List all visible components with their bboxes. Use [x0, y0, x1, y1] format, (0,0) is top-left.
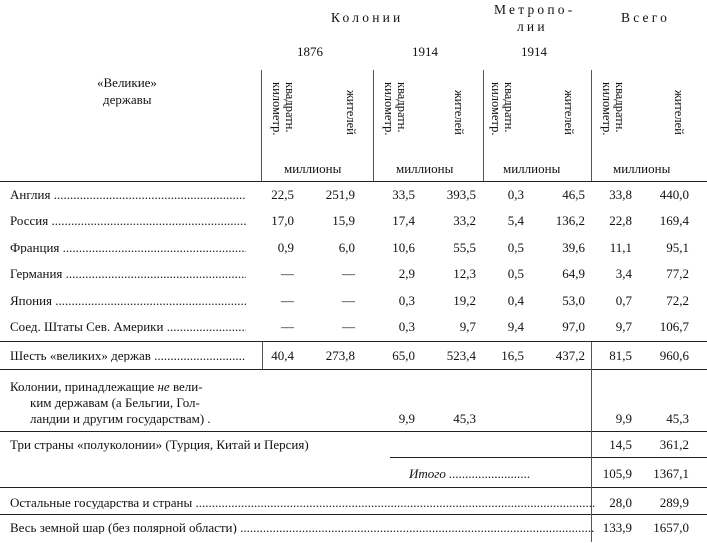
header-colonies: Колонии — [331, 10, 404, 25]
sqkm-line2: километр. — [600, 82, 614, 136]
millions-label: миллионы — [503, 161, 561, 176]
cell: 960,6 — [659, 348, 689, 363]
separator — [261, 70, 262, 182]
col-sqkm-1914 — [382, 82, 408, 135]
cell: 17,4 — [392, 213, 415, 228]
year-1914-metropoles: 1914 — [521, 44, 547, 59]
cell: 136,2 — [555, 213, 585, 228]
row-label-text: Франция — [10, 241, 60, 254]
millions-label: миллионы — [284, 161, 342, 176]
cell: 9,7 — [459, 319, 476, 334]
cell: 64,9 — [562, 266, 585, 281]
cell: 9,7 — [615, 319, 632, 334]
rest-label — [10, 496, 595, 509]
cell: 0,3 — [398, 293, 415, 308]
cell: 5,4 — [507, 213, 524, 228]
row-label — [10, 349, 246, 362]
cell: 22,5 — [271, 187, 294, 202]
cell: 437,2 — [555, 348, 585, 363]
cell: 523,4 — [446, 348, 476, 363]
rule — [0, 341, 707, 342]
sqkm-line2: километр. — [270, 82, 284, 136]
itogo-label — [409, 467, 530, 480]
col-sqkm-metropoles — [489, 82, 515, 135]
cell: 33,2 — [453, 213, 476, 228]
row-label-text: Шесть «великих» держав — [10, 349, 151, 362]
cell: 46,5 — [562, 187, 585, 202]
powers-heading-line2: державы — [103, 92, 152, 107]
cell: 9,9 — [398, 411, 415, 426]
separator — [262, 342, 263, 369]
row-label — [10, 241, 246, 254]
col-inhab-1876: жителей — [344, 90, 358, 135]
cell: 0,5 — [507, 266, 524, 281]
year-1914-colonies: 1914 — [412, 44, 438, 59]
cell: 16,5 — [501, 348, 524, 363]
cell: 39,6 — [562, 240, 585, 255]
col-inhab-1914: жителей — [452, 90, 466, 135]
cell: 53,0 — [562, 293, 585, 308]
cell: 0,5 — [507, 240, 524, 255]
cell: 2,9 — [398, 266, 415, 281]
cell: 81,5 — [609, 348, 632, 363]
cell: 15,9 — [332, 213, 355, 228]
rule — [0, 487, 707, 488]
millions-label: миллионы — [613, 161, 671, 176]
header-total: Всего — [621, 10, 671, 25]
header-metropoles-line1: Метропо- — [494, 2, 576, 17]
separator — [591, 342, 592, 542]
emphasis: не — [157, 379, 170, 394]
rule — [0, 514, 707, 515]
rule — [390, 457, 707, 458]
cell: 3,4 — [615, 266, 632, 281]
cell: 95,1 — [666, 240, 689, 255]
cell: 440,0 — [659, 187, 689, 202]
powers-heading-line1: «Великие» — [97, 75, 157, 90]
cell: — — [342, 319, 355, 334]
other-colonies-line3: ландии и другим государствам) . — [30, 411, 211, 426]
leader: ......................... — [445, 466, 531, 481]
row-label-text: Япония — [10, 294, 53, 307]
row-label — [10, 214, 246, 227]
other-colonies-line2: ким державам (а Бельгии, Гол- — [30, 395, 200, 410]
cell: 0,3 — [398, 319, 415, 334]
cell: 0,7 — [615, 293, 632, 308]
row-label — [10, 188, 246, 201]
cell: 0,4 — [507, 293, 524, 308]
cell: — — [281, 293, 294, 308]
cell: 169,4 — [659, 213, 689, 228]
rest-text: Остальные государства и страны — [10, 496, 193, 509]
cell: 40,4 — [271, 348, 294, 363]
cell: 55,5 — [453, 240, 476, 255]
cell: 19,2 — [453, 293, 476, 308]
col-sqkm-1876 — [270, 82, 296, 135]
cell: 45,3 — [453, 411, 476, 426]
sqkm-line2: километр. — [382, 82, 396, 136]
cell: — — [281, 319, 294, 334]
sqkm-line1: квадратн. — [283, 82, 297, 133]
cell: 33,5 — [392, 187, 415, 202]
cell: 6,0 — [338, 240, 355, 255]
cell: — — [342, 266, 355, 281]
row-label — [10, 267, 246, 280]
semicolonies-label: Три страны «полуколонии» (Турция, Китай и Персия) — [10, 437, 309, 452]
cell: 289,9 — [659, 495, 689, 510]
row-label-text: Германия — [10, 267, 63, 280]
row-label-text: Англия — [10, 188, 51, 201]
separator — [373, 70, 374, 182]
cell: 105,9 — [602, 466, 632, 481]
col-inhab-metropoles: жителей — [562, 90, 576, 135]
cell: 17,0 — [271, 213, 294, 228]
cell: 0,9 — [277, 240, 294, 255]
header-metropoles-line2: лии — [517, 19, 548, 34]
cell: 273,8 — [325, 348, 355, 363]
cell: 65,0 — [392, 348, 415, 363]
header-rule — [0, 181, 707, 182]
cell: 45,3 — [666, 411, 689, 426]
cell: 33,8 — [609, 187, 632, 202]
cell: 97,0 — [562, 319, 585, 334]
col-inhab-total: жителей — [672, 90, 686, 135]
text: вели- — [169, 379, 203, 394]
cell: 77,2 — [666, 266, 689, 281]
rule — [0, 431, 707, 432]
cell: 1367,1 — [653, 466, 689, 481]
cell: 9,9 — [615, 411, 632, 426]
millions-label: миллионы — [396, 161, 454, 176]
col-sqkm-total — [600, 82, 626, 135]
cell: 28,0 — [609, 495, 632, 510]
cell: 106,7 — [659, 319, 689, 334]
row-label — [10, 320, 246, 333]
world-label — [10, 521, 595, 534]
sqkm-line1: квадратн. — [502, 82, 516, 133]
cell: — — [281, 266, 294, 281]
rule — [0, 369, 707, 370]
row-label-text: Россия — [10, 214, 49, 227]
cell: 14,5 — [609, 437, 632, 452]
cell: 11,1 — [609, 240, 632, 255]
row-label — [10, 294, 246, 307]
cell: 72,2 — [666, 293, 689, 308]
cell: 10,6 — [392, 240, 415, 255]
cell: 361,2 — [659, 437, 689, 452]
cell: 393,5 — [446, 187, 476, 202]
cell: 133,9 — [602, 520, 632, 535]
separator — [483, 70, 484, 182]
cell: 12,3 — [453, 266, 476, 281]
year-1876: 1876 — [297, 44, 323, 59]
text: Колонии, принадлежащие — [10, 379, 158, 394]
cell: 22,8 — [609, 213, 632, 228]
cell: 9,4 — [507, 319, 524, 334]
itogo-text: Итого — [409, 466, 446, 481]
cell: — — [342, 293, 355, 308]
sqkm-line1: квадратн. — [613, 82, 627, 133]
world-text: Весь земной шар (без полярной области) — [10, 521, 237, 534]
sqkm-line2: километр. — [489, 82, 503, 136]
row-label-text: Соед. Штаты Сев. Америки — [10, 320, 164, 333]
sqkm-line1: квадратн. — [395, 82, 409, 133]
other-colonies-line1 — [10, 380, 203, 393]
cell: 1657,0 — [653, 520, 689, 535]
cell: 251,9 — [325, 187, 355, 202]
cell: 0,3 — [507, 187, 524, 202]
separator — [591, 70, 592, 182]
